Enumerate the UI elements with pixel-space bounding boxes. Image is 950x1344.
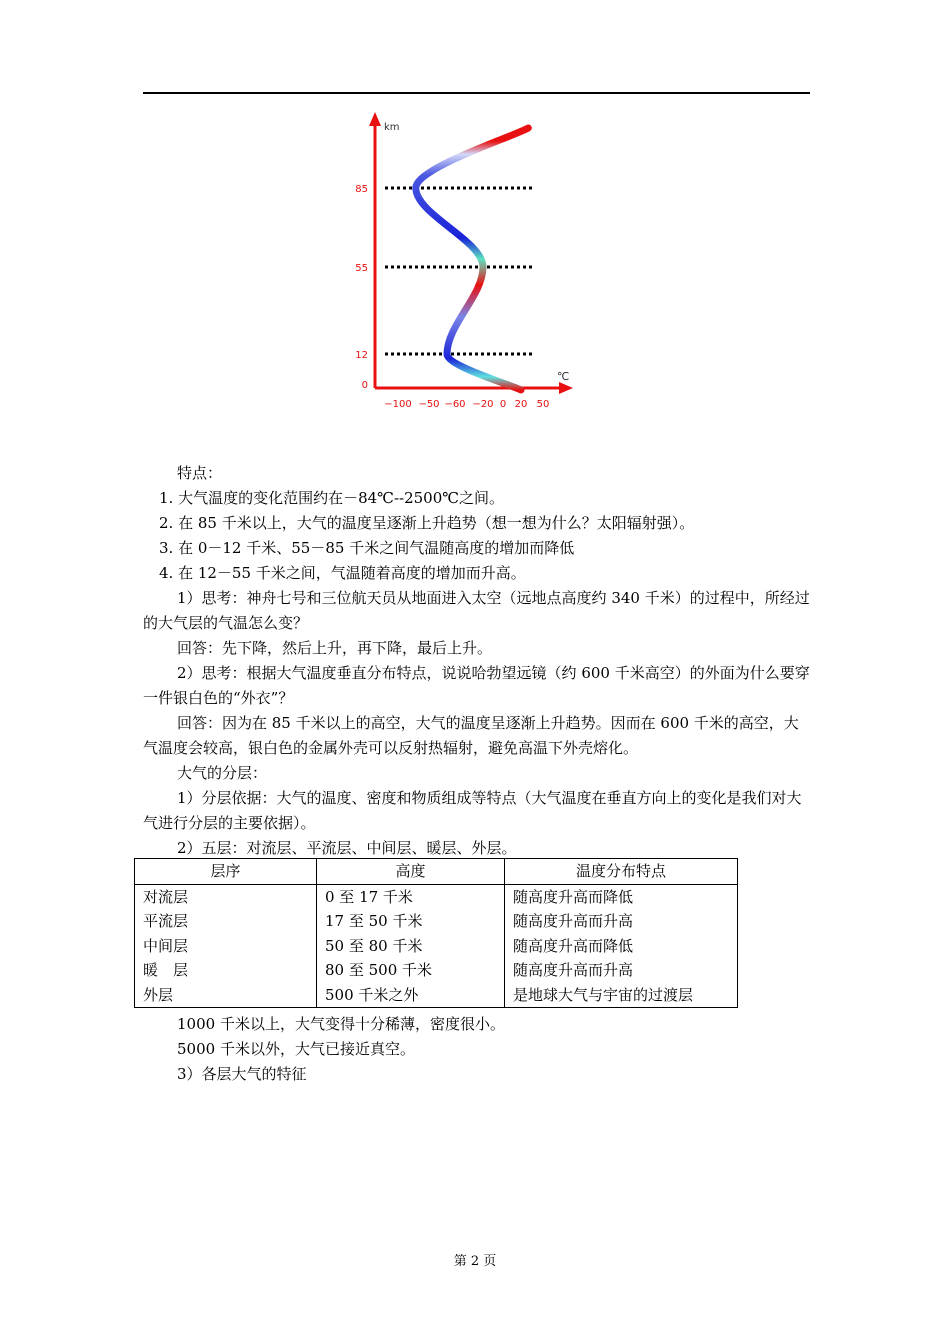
- table-cell: 中间层: [135, 934, 317, 959]
- x-tick-label: 20: [514, 399, 528, 410]
- table-cell: 平流层: [135, 909, 317, 934]
- y-tick-label: 85: [355, 184, 368, 195]
- paragraph: 3. 在 0－12 千米、55－85 千米之间气温随高度的增加而降低: [159, 539, 575, 557]
- table-cell: 是地球大气与宇宙的过渡层: [505, 983, 738, 1008]
- table-cell: 随高度升高而降低: [505, 884, 738, 909]
- after-table-text: [143, 1012, 810, 1087]
- x-axis-arrow: [559, 382, 573, 394]
- table-row: [135, 909, 738, 934]
- temperature-profile-line: [416, 128, 529, 390]
- x-tick-label: −20: [472, 399, 494, 410]
- y-tick-label: 0: [361, 380, 368, 391]
- table-cell: 500 千米之外: [317, 983, 505, 1008]
- x-tick-label: 50: [536, 399, 550, 410]
- x-tick-label: 0: [499, 399, 507, 410]
- paragraph: 1）思考：神舟七号和三位航天员从地面进入太空（远地点高度约 340 千米）的过程中，所经过的大气层的气温怎么变？: [143, 589, 810, 632]
- paragraph: 1）分层依据：大气的温度、密度和物质组成等特点（大气温度在垂直方向上的变化是我们对大气进行分层的主要依据）。: [143, 789, 802, 832]
- page-number: 2: [470, 1254, 480, 1269]
- page-footer: [0, 1250, 950, 1269]
- paragraph: 2）思考：根据大气温度垂直分布特点，说说哈勃望远镜（约 600 千米高空）的外面为什么要穿一件银白色的“外衣”？: [143, 664, 810, 707]
- table-header-row: [135, 859, 738, 885]
- table-cell: 80 至 500 千米: [317, 958, 505, 983]
- paragraph: 回答：因为在 85 千米以上的高空，大气的温度呈逐渐上升趋势。因而在 600 千米的高空，大气温度会较高，银白色的金属外壳可以反射热辐射，避免高温下外壳熔化。: [143, 714, 799, 757]
- temperature-profile-svg: [345, 110, 585, 415]
- table-cell: 暖 层: [135, 958, 317, 983]
- paragraph: 大气的分层：: [177, 764, 268, 782]
- paragraph: 2. 在 85 千米以上，大气的温度呈逐渐上升趋势（想一想为什么？太阳辐射强）。: [159, 514, 695, 532]
- table-row: [135, 958, 738, 983]
- table-cell: 随高度升高而升高: [505, 909, 738, 934]
- table-cell: 随高度升高而降低: [505, 934, 738, 959]
- table-row: [135, 934, 738, 959]
- paragraph: 特点：: [177, 464, 223, 482]
- y-tick-label: 55: [355, 263, 368, 274]
- table-row: [135, 983, 738, 1008]
- atmosphere-layers-table: [134, 858, 738, 1008]
- header-rule: [143, 92, 810, 94]
- x-tick-label: −50: [418, 399, 440, 410]
- x-tick-label: −60: [444, 399, 466, 410]
- table-header: 温度分布特点: [505, 859, 738, 885]
- y-tick-label: 12: [355, 350, 368, 361]
- paragraph: 2）五层：对流层、平流层、中间层、暖层、外层。: [177, 839, 517, 857]
- table-header: 层序: [135, 859, 317, 885]
- table-cell: 对流层: [135, 884, 317, 909]
- table-cell: 50 至 80 千米: [317, 934, 505, 959]
- paragraph: 3）各层大气的特征: [177, 1065, 307, 1083]
- footer-prefix: 第: [453, 1254, 467, 1269]
- paragraph: 1000 千米以上，大气变得十分稀薄，密度很小。: [177, 1015, 505, 1033]
- temperature-profile-chart: [345, 110, 585, 415]
- y-axis-arrow: [369, 112, 381, 126]
- footer-suffix: 页: [483, 1254, 497, 1269]
- x-axis-unit: ℃: [557, 370, 570, 383]
- y-axis-unit: km: [384, 122, 400, 133]
- paragraph: 4. 在 12－55 千米之间，气温随着高度的增加而升高。: [159, 564, 526, 582]
- table-header: 高度: [317, 859, 505, 885]
- paragraph: 1. 大气温度的变化范围约在－84℃--2500℃之间。: [159, 489, 505, 507]
- table-row: [135, 884, 738, 909]
- table-cell: 17 至 50 千米: [317, 909, 505, 934]
- table-cell: 0 至 17 千米: [317, 884, 505, 909]
- table-cell: 外层: [135, 983, 317, 1008]
- body-text: [143, 461, 810, 861]
- paragraph: 回答：先下降，然后上升，再下降，最后上升。: [177, 639, 493, 657]
- table-cell: 随高度升高而升高: [505, 958, 738, 983]
- paragraph: 5000 千米以外，大气已接近真空。: [177, 1040, 415, 1058]
- x-tick-label: −100: [384, 399, 412, 410]
